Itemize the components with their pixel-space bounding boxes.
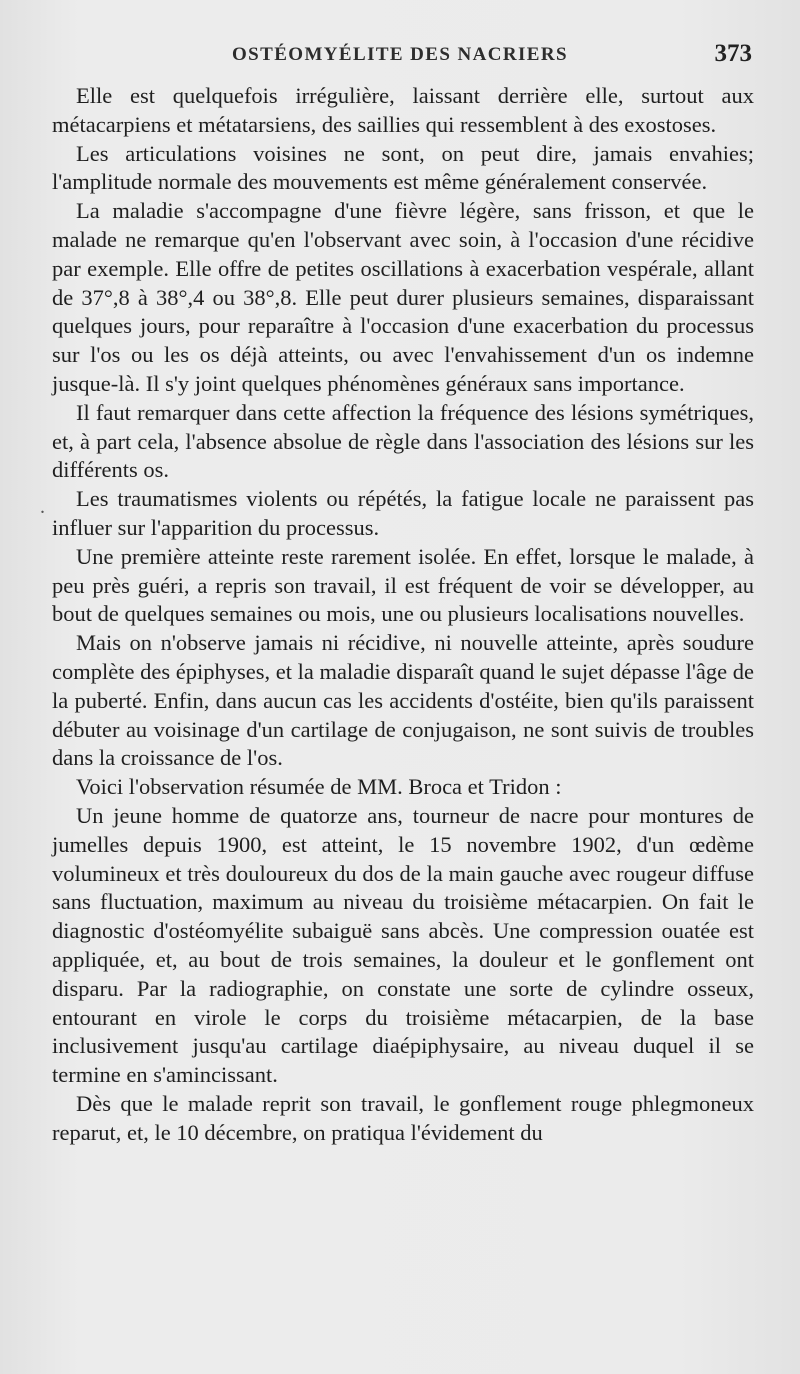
paragraph: Il faut remarquer dans cette affection la fréquence des lésions symétriques, et, à part cela, l'absence absolue de règle dans l'association des lésions sur les différents os. xyxy=(52,399,754,483)
paragraph: Un jeune homme de quatorze ans, tourneur de nacre pour montures de jumelles depuis 1900, est atteint, le 15 novembre 1902, d'un œdème volumineux et très douloureux du dos de la main gauche avec rougeur diffuse sans fluctuation, maximum au niveau du troisième métacarpien. On fait le diagnostic d'ostéomyélite subaiguë sans abcès. Une compression ouatée est appliquée, et, au bout de trois semaines, la douleur et le gonflement ont disparu. Par la radiographie, on constate une sorte de cylindre osseux, entourant en virole le corps du troisième métacarpien, de la base inclusivement jusqu'au cartilage diaépiphysaire, au niveau duquel il se termine en s'amincissant. xyxy=(52,802,754,1088)
paragraph: Elle est quelquefois irrégulière, laissant derrière elle, surtout aux métacarpiens et métatarsiens, des saillies qui ressemblent à des exostoses. xyxy=(52,83,754,137)
running-title: OSTÉOMYÉLITE DES NACRIERS xyxy=(232,44,568,65)
page-number: 373 xyxy=(714,40,752,67)
page-header xyxy=(0,40,800,70)
paragraph: Les traumatismes violents ou répétés, la fatigue locale ne paraissent pas influer sur l'apparition du processus. xyxy=(52,486,754,540)
paragraph: Les articulations voisines ne sont, on peut dire, jamais envahies; l'amplitude normale des mouvements est même généralement conservée. xyxy=(52,140,754,195)
paragraph: Dès que le malade reprit son travail, le gonflement rouge phlegmoneux reparut, et, le 10 décembre, on pratiqua l'évidement du xyxy=(52,1090,754,1145)
margin-dot: . xyxy=(40,496,45,518)
paragraph: Voici l'observation résumée de MM. Broca et Tridon : xyxy=(76,774,562,800)
paragraph: Une première atteinte reste rarement isolée. En effet, lorsque le malade, à peu près guéri, a repris son travail, il est fréquent de voir se développer, au bout de quelques semaines ou mois, une ou plusieurs localisations nouvelles. xyxy=(52,543,754,627)
paragraph: La maladie s'accompagne d'une fièvre légère, sans frisson, et que le malade ne remarque qu'en l'observant avec soin, à l'occasion d'une récidive par exemple. Elle offre de petites oscillations à exacerbation vespérale, allant de 37°,8 à 38°,4 ou 38°,8. Elle peut durer plusieurs semaines, disparaissant quelques jours, pour reparaître à l'occasion d'une exacerbation du processus sur l'os ou les os déjà atteints, ou avec l'envahissement d'un os indemne jusque-là. Il s'y joint quelques phénomènes généraux sans importance. xyxy=(52,198,754,396)
paragraph: Mais on n'observe jamais ni récidive, ni nouvelle atteinte, après soudure complète des épiphyses, et la maladie disparaît quand le sujet dépasse l'âge de la puberté. Enfin, dans aucun cas les accidents d'ostéite, bien qu'ils paraissent débuter au voisinage d'un cartilage de conjugaison, ne sont suivis de troubles dans la croissance de l'os. xyxy=(52,630,754,771)
body-text xyxy=(52,82,754,1147)
